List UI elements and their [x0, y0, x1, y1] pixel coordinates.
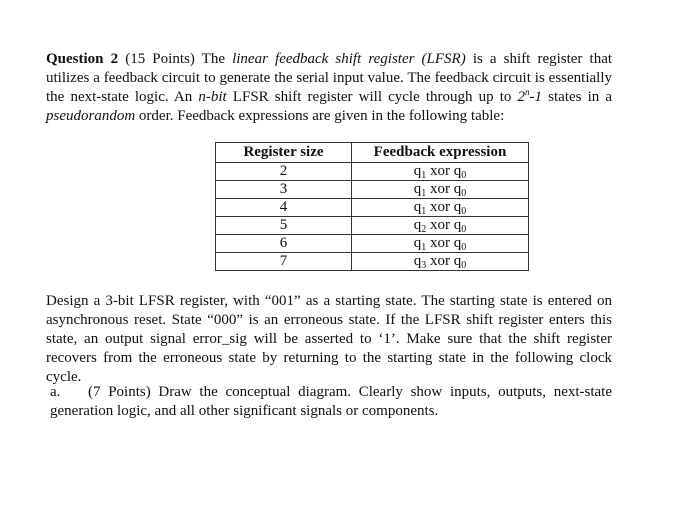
- feedback-expression-cell: [352, 235, 529, 253]
- question-intro: [46, 50, 612, 126]
- operand-b-index: 0: [461, 206, 467, 217]
- operator: xor: [430, 217, 450, 233]
- operand-a: q: [413, 181, 422, 197]
- intro-text-2: is a shift register that utilizes a feedback circuit to generate the serial input value. The feedback circuit is essentially the next-state logic. An: [46, 51, 613, 105]
- term-nbit: n-bit: [198, 89, 227, 105]
- design-paragraph: Design a 3-bit LFSR register, with “001” as a starting state. The starting state is entered on asynchronous reset. State “000” is an erroneous state. If the LFSR shift register enters this state, an output signal error_sig will be asserted to ‘1’. Make sure that the shift register recovers from the erroneous state by returning to the starting state in the following clock cycle.: [46, 293, 612, 385]
- operand-b-index: 0: [461, 188, 467, 199]
- formula: [518, 89, 543, 105]
- table-row: [216, 163, 529, 181]
- register-size-cell: 6: [216, 235, 352, 253]
- feedback-expression-cell: [352, 217, 529, 235]
- register-size-cell: 7: [216, 253, 352, 271]
- part-a-marker: a.: [50, 384, 61, 400]
- operand-b-index: 0: [461, 260, 467, 271]
- feedback-expression-cell: [352, 181, 529, 199]
- operand-a: q: [413, 253, 422, 269]
- operand-b: q: [453, 253, 462, 269]
- table-row: [216, 199, 529, 217]
- operand-a-index: 2: [421, 224, 427, 235]
- header-feedback-expression: Feedback expression: [352, 143, 529, 163]
- operator: xor: [430, 253, 450, 269]
- operand-a-index: 1: [421, 188, 427, 199]
- operand-b: q: [453, 217, 462, 233]
- operator: xor: [430, 235, 450, 251]
- operand-a-index: 1: [421, 170, 427, 181]
- register-size-cell: 2: [216, 163, 352, 181]
- operand-a-index: 1: [421, 206, 427, 217]
- question-page: [46, 50, 613, 419]
- feedback-expression-cell: [352, 199, 529, 217]
- term-lfsr: linear feedback shift register (LFSR): [232, 51, 466, 67]
- operand-a-index: 3: [421, 260, 427, 271]
- intro-text-3: LFSR shift register will cycle through up to: [232, 89, 512, 105]
- header-register-size: Register size: [216, 143, 352, 163]
- question-label: Question 2: [46, 51, 119, 67]
- part-a: [50, 383, 612, 421]
- operand-a: q: [413, 217, 422, 233]
- operand-b: q: [453, 235, 462, 251]
- operand-a: q: [413, 199, 422, 215]
- part-a-text: (7 Points) Draw the conceptual diagram. Clearly show inputs, outputs, next-state generation logic, and all other significant signals or components.: [50, 384, 612, 419]
- table-row: [216, 181, 529, 199]
- operand-a: q: [413, 163, 422, 179]
- formula-base: 2: [517, 89, 526, 105]
- operator: xor: [430, 163, 450, 179]
- feedback-table: [215, 142, 529, 271]
- register-size-cell: 3: [216, 181, 352, 199]
- table-header-row: [216, 143, 529, 163]
- table-row: [216, 253, 529, 271]
- operand-a: q: [413, 235, 422, 251]
- formula-tail: -1: [529, 89, 543, 105]
- register-size-cell: 5: [216, 217, 352, 235]
- table-row: [216, 235, 529, 253]
- operand-b-index: 0: [461, 170, 467, 181]
- operand-b-index: 0: [461, 224, 467, 235]
- intro-text-4: states in a: [548, 89, 613, 105]
- operand-b: q: [453, 163, 462, 179]
- operand-b: q: [453, 199, 462, 215]
- term-pseudorandom: pseudorandom: [46, 108, 136, 124]
- operand-b-index: 0: [461, 242, 467, 253]
- intro-text-1: The: [201, 51, 225, 67]
- formula-exponent: n: [525, 87, 530, 97]
- feedback-expression-cell: [352, 253, 529, 271]
- table-row: [216, 217, 529, 235]
- feedback-expression-cell: [352, 163, 529, 181]
- operator: xor: [430, 181, 450, 197]
- register-size-cell: 4: [216, 199, 352, 217]
- question-points: (15 Points): [125, 51, 195, 67]
- operand-b: q: [453, 181, 462, 197]
- operand-a-index: 1: [421, 242, 427, 253]
- intro-text-5: order. Feedback expressions are given in the following table:: [138, 108, 505, 124]
- operator: xor: [430, 199, 450, 215]
